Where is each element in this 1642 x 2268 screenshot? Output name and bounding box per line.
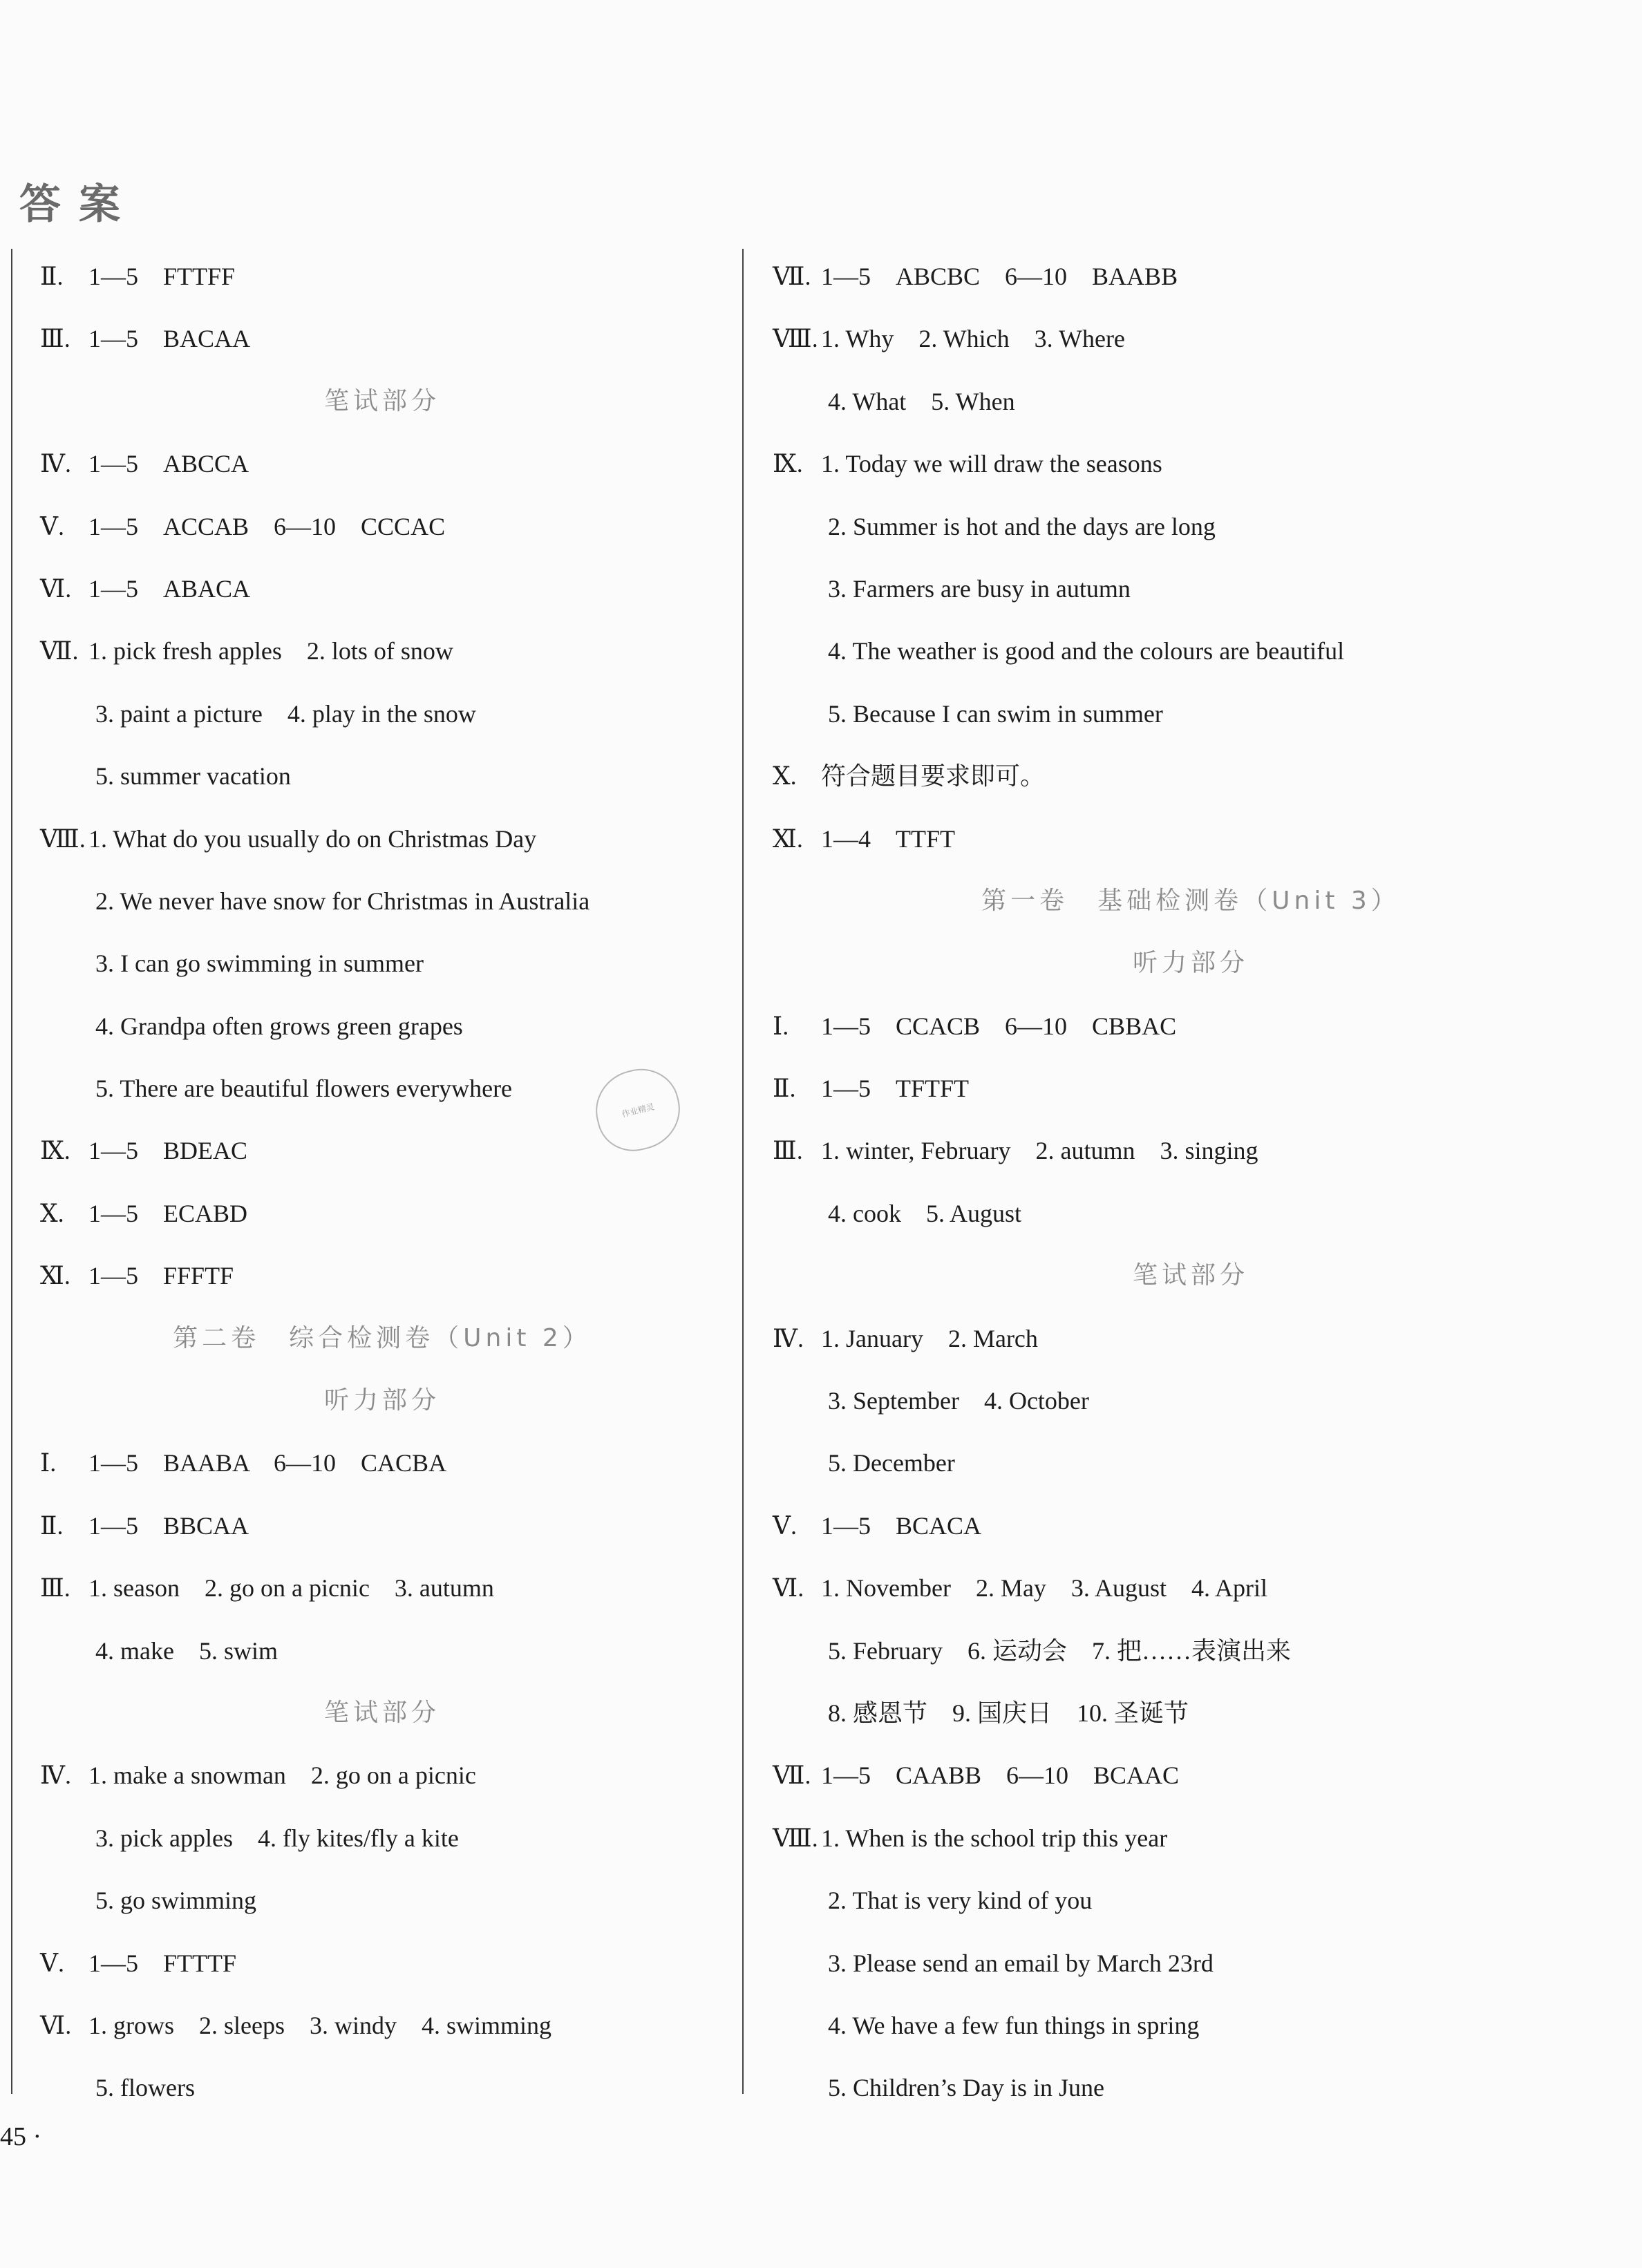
- answer-line: [40, 1495, 724, 1557]
- question-number: Ⅲ.: [773, 1137, 803, 1165]
- answer-text: 1—5 BCACA: [821, 1511, 982, 1540]
- answer-text: 1—5 FTTTF: [88, 1949, 237, 1977]
- answer-text: 1—5 ABCBC 6—10 BAABB: [821, 263, 1178, 290]
- answer-subline: [773, 620, 1609, 682]
- answer-line: [40, 808, 724, 870]
- question-number: Ⅳ.: [773, 1324, 804, 1352]
- answer-line: [40, 620, 724, 682]
- answer-text: 3. September 4. October: [828, 1387, 1089, 1415]
- answer-text: 3. I can go swimming in summer: [95, 949, 424, 978]
- stamp-text: 作业精灵: [621, 1101, 656, 1119]
- answer-subline: [773, 1994, 1609, 2057]
- answer-subline: [40, 1807, 724, 1869]
- answer-line: [40, 1744, 724, 1806]
- answer-text: 1. January 2. March: [821, 1324, 1038, 1352]
- answer-text: 1—5 ABACA: [88, 574, 251, 603]
- question-number: Ⅺ.: [40, 1262, 70, 1290]
- question-number: Ⅲ.: [40, 325, 70, 353]
- question-number: Ⅵ.: [40, 574, 72, 603]
- answer-line: [40, 245, 724, 308]
- answer-line: [773, 1807, 1609, 1869]
- answer-subline: [40, 870, 724, 932]
- answer-line: [773, 433, 1609, 495]
- answer-subline: [40, 1620, 724, 1682]
- question-number: Ⅴ.: [40, 1949, 64, 1977]
- answer-text: 1—4 TTFT: [821, 824, 955, 853]
- answer-text: 2. That is very kind of you: [828, 1887, 1093, 1915]
- answer-line: [40, 1932, 724, 1994]
- answer-line: [40, 1245, 724, 1307]
- question-number: Ⅶ.: [773, 1761, 811, 1790]
- answer-text: 1. season 2. go on a picnic 3. autumn: [88, 1574, 494, 1603]
- answer-line: [40, 433, 724, 495]
- answer-text: 1. When is the school trip this year: [821, 1824, 1168, 1852]
- answer-subline: [773, 1370, 1609, 1432]
- question-number: Ⅷ.: [773, 325, 818, 353]
- answer-line: [773, 1057, 1609, 1119]
- answer-text: 1. Why 2. Which 3. Where: [821, 325, 1125, 353]
- answer-subline: [773, 1620, 1609, 1682]
- answer-line: [773, 745, 1609, 807]
- answer-text: 3. pick apples 4. fly kites/fly a kite: [95, 1824, 459, 1852]
- answer-line: [773, 1557, 1609, 1619]
- answer-subline: [773, 2057, 1609, 2119]
- section-heading: 第一卷 基础检测卷（Unit 3）: [981, 886, 1400, 915]
- answer-text: 1—5 ACCAB 6—10 CCCAC: [88, 512, 446, 540]
- answer-text: 2. Summer is hot and the days are long: [828, 512, 1216, 540]
- page-number: 45 ·: [0, 2122, 42, 2151]
- answer-text: 4. make 5. swim: [95, 1636, 278, 1665]
- answer-text: 4. cook 5. August: [828, 1199, 1022, 1227]
- answer-subline: [773, 1432, 1609, 1494]
- answer-subline: [40, 1869, 724, 1931]
- answer-text: 1—5 FTTFF: [88, 263, 236, 290]
- answer-text: 1. November 2. May 3. August 4. April: [821, 1574, 1267, 1603]
- answer-text: 1—5 TFTFT: [821, 1075, 970, 1103]
- answer-text: 1—5 CCACB 6—10 CBBAC: [821, 1012, 1177, 1040]
- answer-subline: [773, 1932, 1609, 1994]
- section-heading: 第二卷 综合检测卷（Unit 2）: [173, 1323, 592, 1352]
- section-heading: 笔试部分: [323, 1698, 440, 1727]
- answer-line: [773, 1495, 1609, 1557]
- answer-text: 3. Farmers are busy in autumn: [828, 574, 1131, 603]
- answer-text: 4. Grandpa often grows green grapes: [95, 1012, 463, 1040]
- answer-text: 1. pick fresh apples 2. lots of snow: [88, 637, 453, 665]
- question-number: Ⅸ.: [773, 450, 803, 478]
- answer-line: [40, 308, 724, 370]
- answer-subline: [40, 932, 724, 994]
- answer-line: [40, 1557, 724, 1619]
- question-number: Ⅴ.: [40, 512, 64, 540]
- answer-subline: [773, 495, 1609, 558]
- answer-text: 4. We have a few fun things in spring: [828, 2011, 1200, 2039]
- question-number: Ⅰ.: [773, 1012, 789, 1040]
- section-heading: 笔试部分: [323, 386, 440, 415]
- question-number: Ⅶ.: [40, 637, 79, 665]
- answer-text: 3. paint a picture 4. play in the snow: [95, 699, 476, 728]
- answer-text: 1—5 ECABD: [88, 1199, 248, 1227]
- answer-line: [40, 1432, 724, 1494]
- answer-text: 符合题目要求即可。: [821, 762, 1046, 791]
- answer-line: [773, 245, 1609, 308]
- answer-text: 5. summer vacation: [95, 762, 291, 791]
- question-number: Ⅱ.: [773, 1075, 796, 1103]
- right-answer-column: [773, 245, 1609, 2119]
- question-number: Ⅹ.: [773, 762, 797, 791]
- answer-text: 5. go swimming: [95, 1887, 257, 1915]
- question-number: Ⅷ.: [40, 824, 86, 853]
- section-heading: 笔试部分: [1132, 1261, 1249, 1290]
- answer-subline: [773, 683, 1609, 745]
- question-number: Ⅷ.: [773, 1824, 818, 1852]
- answer-text: 1. make a snowman 2. go on a picnic: [88, 1761, 476, 1790]
- answer-subline: [773, 370, 1609, 433]
- page-title: 答案: [19, 180, 138, 229]
- answer-text: 5. There are beautiful flowers everywhere: [95, 1075, 513, 1103]
- answer-text: 1. Today we will draw the seasons: [821, 450, 1162, 478]
- answer-text: 1—5 BBCAA: [88, 1511, 249, 1540]
- answer-text: 8. 感恩节 9. 国庆日 10. 圣诞节: [828, 1699, 1189, 1727]
- answer-subline: [40, 2057, 724, 2119]
- section-heading: 听力部分: [1132, 949, 1249, 978]
- answer-text: 5. February 6. 运动会 7. 把……表演出来: [828, 1636, 1291, 1665]
- answer-text: 5. Children’s Day is in June: [828, 2074, 1104, 2102]
- question-number: Ⅳ.: [40, 450, 71, 478]
- answer-subline: [40, 995, 724, 1057]
- question-number: Ⅺ.: [773, 824, 803, 853]
- answer-line: [773, 1307, 1609, 1370]
- question-number: Ⅳ.: [40, 1761, 71, 1790]
- answer-text: 1—5 BDEAC: [88, 1137, 248, 1165]
- answer-subline: [773, 1182, 1609, 1245]
- column-divider: [742, 249, 744, 2094]
- question-number: Ⅵ.: [40, 2011, 72, 2039]
- answer-subline: [773, 1869, 1609, 1931]
- question-number: Ⅶ.: [773, 263, 811, 290]
- answer-subline: [773, 1682, 1609, 1744]
- answer-text: 1—5 FFFTF: [88, 1262, 234, 1290]
- answer-text: 4. The weather is good and the colours are beautiful: [828, 637, 1345, 665]
- answer-text: 1. grows 2. sleeps 3. windy 4. swimming: [88, 2011, 551, 2039]
- answer-text: 4. What 5. When: [828, 387, 1015, 415]
- question-number: Ⅱ.: [40, 1511, 64, 1540]
- answer-text: 5. flowers: [95, 2074, 195, 2102]
- answer-line: [773, 1119, 1609, 1182]
- left-margin-rule: [11, 249, 12, 2094]
- answer-text: 5. December: [828, 1449, 955, 1477]
- answer-line: [773, 1744, 1609, 1806]
- answer-text: 1—5 BAABA 6—10 CACBA: [88, 1449, 447, 1477]
- answer-line: [773, 308, 1609, 370]
- answer-line: [40, 1994, 724, 2057]
- answer-text: 1—5 ABCCA: [88, 450, 249, 478]
- answer-subline: [773, 558, 1609, 620]
- left-answer-column: [40, 245, 724, 2119]
- answer-text: 1. winter, February 2. autumn 3. singing: [821, 1137, 1258, 1165]
- answer-subline: [40, 683, 724, 745]
- answer-line: [773, 808, 1609, 870]
- question-number: Ⅰ.: [40, 1449, 57, 1477]
- section-heading: 听力部分: [323, 1386, 440, 1415]
- question-number: Ⅲ.: [40, 1574, 70, 1603]
- answer-text: 1—5 BACAA: [88, 325, 251, 353]
- question-number: Ⅵ.: [773, 1574, 804, 1603]
- question-number: Ⅸ.: [40, 1137, 70, 1165]
- answer-line: [40, 558, 724, 620]
- answer-text: 1. What do you usually do on Christmas Day: [88, 824, 537, 853]
- answer-text: 1—5 CAABB 6—10 BCAAC: [821, 1761, 1180, 1790]
- question-number: Ⅱ.: [40, 263, 64, 290]
- answer-text: 5. Because I can swim in summer: [828, 699, 1163, 728]
- answer-line: [773, 995, 1609, 1057]
- answer-text: 2. We never have snow for Christmas in Australia: [95, 887, 590, 915]
- answer-text: 3. Please send an email by March 23rd: [828, 1949, 1214, 1977]
- answer-line: [40, 495, 724, 558]
- answer-subline: [40, 745, 724, 807]
- question-number: Ⅴ.: [773, 1511, 797, 1540]
- answer-line: [40, 1182, 724, 1245]
- question-number: Ⅹ.: [40, 1199, 64, 1227]
